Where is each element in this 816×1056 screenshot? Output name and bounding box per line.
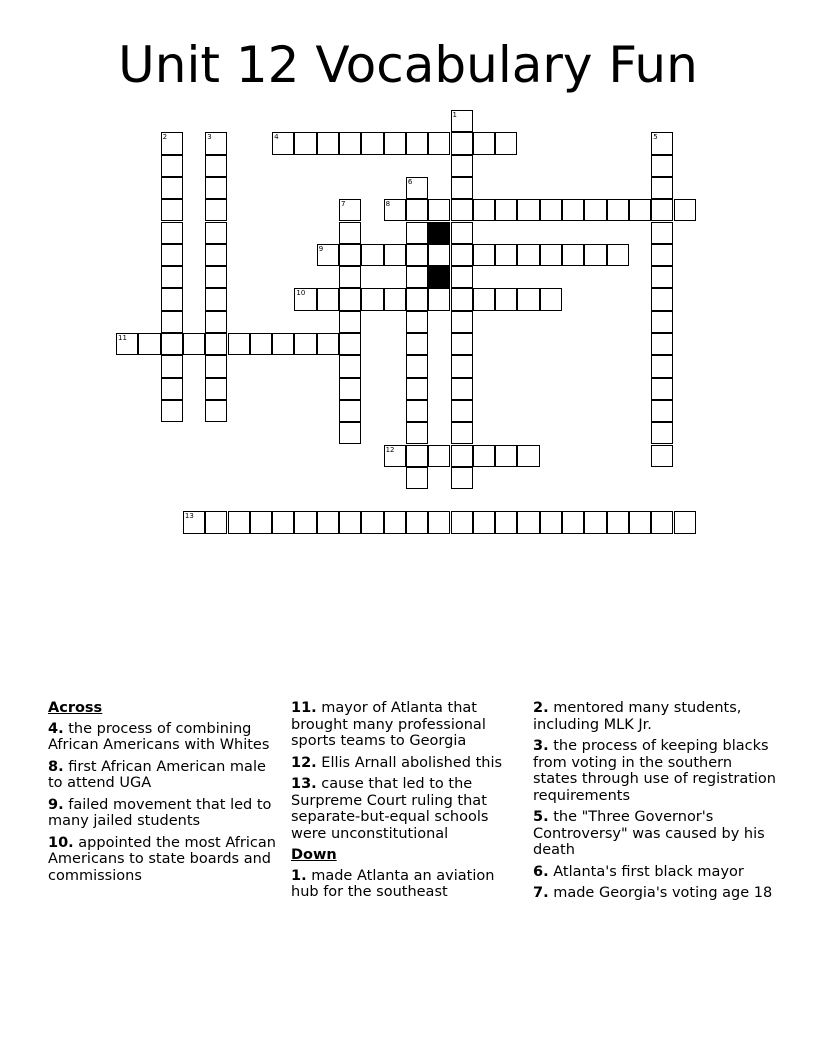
grid-cell[interactable] [451,288,473,310]
grid-cell[interactable] [406,467,428,489]
grid-cell[interactable] [339,266,361,288]
clue-number-label: 2 [162,133,168,142]
grid-cell[interactable] [161,266,183,288]
grid-cell[interactable] [272,333,294,355]
grid-cell[interactable] [406,400,428,422]
grid-cell[interactable] [651,177,673,199]
grid-cell[interactable] [161,222,183,244]
clue-text: the process of combining African Americans with Whites [48,720,270,753]
grid-cell[interactable] [584,199,606,221]
grid-cell[interactable] [161,244,183,266]
grid-cell[interactable] [584,511,606,533]
grid-cell[interactable] [629,511,651,533]
clue-down-1 [291,868,526,901]
clue-number-label: 1 [452,111,457,119]
grid-cell[interactable] [339,400,361,422]
grid-cell[interactable] [384,288,406,310]
grid-cell[interactable] [451,333,473,355]
grid-cell[interactable] [384,244,406,266]
grid-cell[interactable] [294,288,316,310]
grid-cell[interactable] [540,244,562,266]
clue-number: 8. [48,758,64,775]
grid-cell[interactable] [473,445,495,467]
grid-cell[interactable] [651,333,673,355]
clue-number: 2. [533,700,549,716]
grid-cell[interactable] [205,177,227,199]
grid-cell[interactable] [272,132,294,154]
grid-cell[interactable] [339,311,361,333]
grid-cell[interactable] [339,378,361,400]
clue-text: the "Three Governor's Controversy" was caused by his death [533,809,765,858]
clue-column-2 [291,700,526,906]
clue-text: made Atlanta an aviation hub for the southeast [291,867,495,900]
clue-number: 1. [291,867,307,884]
clue-number-label: 10 [296,289,306,298]
grid-cell[interactable] [451,511,473,533]
grid-cell[interactable] [205,311,227,333]
clue-column-3 [533,700,778,907]
grid-cell[interactable] [651,511,673,533]
clue-across-4 [48,721,283,754]
grid-cell[interactable] [384,132,406,154]
grid-cell[interactable] [517,445,539,467]
grid-cell[interactable] [428,199,450,221]
grid-cell[interactable] [339,355,361,377]
grid-cell[interactable] [317,132,339,154]
grid-cell[interactable] [428,445,450,467]
grid-cell[interactable] [161,155,183,177]
grid-cell[interactable] [517,244,539,266]
grid-cell[interactable] [205,333,227,355]
grid-cell[interactable] [495,511,517,533]
grid-cell[interactable] [428,511,450,533]
grid-cell[interactable] [317,333,339,355]
grid-cell[interactable] [651,378,673,400]
grid-cell[interactable] [406,177,428,199]
grid-cell[interactable] [161,311,183,333]
grid-cell[interactable] [406,378,428,400]
grid-cell[interactable] [451,378,473,400]
grid-cell[interactable] [205,288,227,310]
clue-down-6 [533,864,778,881]
clue-number: 12. [291,754,317,771]
grid-cell[interactable] [406,199,428,221]
grid-cell[interactable] [339,244,361,266]
clue-text: Atlanta's first black mayor [553,863,744,880]
grid-cell[interactable] [607,244,629,266]
grid-cell[interactable] [540,199,562,221]
grid-cell[interactable] [339,511,361,533]
grid-cell[interactable] [339,288,361,310]
grid-cell[interactable] [517,199,539,221]
grid-cell[interactable] [473,244,495,266]
grid-cell[interactable] [294,333,316,355]
grid-cell[interactable] [406,355,428,377]
clue-number: 11. [291,700,317,716]
grid-cell[interactable] [473,511,495,533]
across-heading: Across [48,700,103,716]
grid-cell[interactable] [228,333,250,355]
grid-cell[interactable] [361,511,383,533]
grid-cell[interactable] [562,244,584,266]
grid-cell[interactable] [317,244,339,266]
grid-cell[interactable] [674,199,696,221]
grid-cell[interactable] [651,355,673,377]
grid-cell[interactable] [205,378,227,400]
grid-cell[interactable] [451,155,473,177]
grid-cell[interactable] [451,177,473,199]
grid-cell[interactable] [517,288,539,310]
grid-cell[interactable] [517,511,539,533]
grid-cell[interactable] [317,511,339,533]
clue-number-label: 12 [385,445,395,454]
grid-cell[interactable] [651,199,673,221]
grid-cell[interactable] [651,222,673,244]
grid-cell[interactable] [651,288,673,310]
grid-cell[interactable] [339,222,361,244]
clue-down-2 [533,700,778,733]
grid-cell[interactable] [161,355,183,377]
page-title: Unit 12 Vocabulary Fun [118,36,698,94]
grid-cell[interactable] [607,511,629,533]
grid-cell[interactable] [406,422,428,444]
clue-number-label: 9 [318,244,324,253]
grid-cell[interactable] [339,132,361,154]
grid-cell[interactable] [473,199,495,221]
grid-cell[interactable] [651,400,673,422]
clue-number-label: 11 [118,334,127,342]
grid-cell[interactable] [205,199,227,221]
grid-cell[interactable] [406,333,428,355]
clue-number-label: 8 [385,200,391,209]
grid-cell[interactable] [451,400,473,422]
grid-cell[interactable] [361,132,383,154]
clue-column-1 [48,700,283,889]
grid-cell[interactable] [451,445,473,467]
clue-number: 6. [533,863,549,880]
grid-cell[interactable] [651,422,673,444]
grid-cell[interactable] [205,266,227,288]
grid-cell[interactable] [651,445,673,467]
grid-cell[interactable] [161,132,183,154]
clue-number: 10. [48,834,74,851]
clue-number-label: 7 [341,200,346,209]
grid-cell[interactable] [473,132,495,154]
grid-cell[interactable] [339,333,361,355]
clue-text: appointed the most African Americans to state boards and commissions [48,834,276,884]
clue-text: Ellis Arnall abolished this [321,754,503,771]
black-cell [428,222,450,244]
grid-cell[interactable] [384,445,406,467]
clue-across-13 [291,776,526,842]
grid-cell[interactable] [161,199,183,221]
grid-cell[interactable] [339,199,361,221]
grid-cell[interactable] [495,199,517,221]
grid-cell[interactable] [495,132,517,154]
grid-cell[interactable] [384,199,406,221]
clue-number: 7. [533,885,549,901]
clue-text: mentored many students, including MLK Jr. [533,700,742,733]
grid-cell[interactable] [406,445,428,467]
grid-cell[interactable] [361,244,383,266]
clue-number-label: 5 [653,133,658,142]
grid-cell[interactable] [473,288,495,310]
clue-number: 4. [48,720,64,737]
clue-across-8 [48,759,283,792]
grid-cell[interactable] [562,199,584,221]
grid-cell[interactable] [205,511,227,533]
grid-cell[interactable] [205,400,227,422]
clue-text: made Georgia's voting age 18 [553,885,773,901]
clue-number: 3. [533,738,549,754]
clue-across-11 [291,700,526,750]
down-heading: Down [291,847,337,863]
grid-cell[interactable] [451,222,473,244]
grid-cell[interactable] [406,266,428,288]
grid-cell[interactable] [540,288,562,310]
grid-cell[interactable] [183,333,205,355]
grid-cell[interactable] [495,445,517,467]
grid-cell[interactable] [451,110,473,132]
grid-cell[interactable] [250,333,272,355]
grid-cell[interactable] [651,132,673,154]
clue-text: mayor of Atlanta that brought many professional sports teams to Georgia [291,700,486,749]
grid-cell[interactable] [205,132,227,154]
clue-number-label: 3 [207,133,212,142]
grid-cell[interactable] [361,288,383,310]
grid-cell[interactable] [451,199,473,221]
grid-cell[interactable] [406,311,428,333]
clue-text: failed movement that led to many jailed students [48,796,272,829]
grid-cell[interactable] [651,266,673,288]
clue-number: 9. [48,796,64,813]
grid-cell[interactable] [428,288,450,310]
grid-cell[interactable] [205,222,227,244]
grid-cell[interactable] [451,244,473,266]
clue-number: 5. [533,809,549,825]
clue-down-7 [533,885,778,902]
grid-cell[interactable] [651,311,673,333]
clue-across-12 [291,755,526,772]
grid-cell[interactable] [651,155,673,177]
clue-across-9 [48,797,283,830]
clue-down-3 [533,738,778,804]
grid-cell[interactable] [406,244,428,266]
black-cell [428,266,450,288]
grid-cell[interactable] [451,467,473,489]
grid-cell[interactable] [406,288,428,310]
clue-number: 13. [291,776,317,792]
clue-text: cause that led to the Surpreme Court ruling that separate-but-equal schools were unconstitutional [291,776,489,842]
grid-cell[interactable] [451,422,473,444]
clue-text: the process of keeping blacks from voting in the southern states through use of registration requirements [533,738,776,804]
grid-cell[interactable] [161,177,183,199]
grid-cell[interactable] [629,199,651,221]
grid-cell[interactable] [272,511,294,533]
grid-cell[interactable] [406,511,428,533]
grid-cell[interactable] [138,333,160,355]
grid-cell[interactable] [205,244,227,266]
grid-cell[interactable] [495,244,517,266]
grid-cell[interactable] [294,511,316,533]
clue-text: first African American male to attend UGA [48,758,266,791]
grid-cell[interactable] [406,132,428,154]
grid-cell[interactable] [161,378,183,400]
grid-cell[interactable] [584,244,606,266]
clue-number-label: 6 [407,177,413,186]
grid-cell[interactable] [451,355,473,377]
grid-cell[interactable] [116,333,138,355]
grid-cell[interactable] [540,511,562,533]
grid-cell[interactable] [651,244,673,266]
grid-cell[interactable] [161,333,183,355]
grid-cell[interactable] [183,511,205,533]
grid-cell[interactable] [250,511,272,533]
grid-cell[interactable] [317,288,339,310]
grid-cell[interactable] [451,311,473,333]
grid-cell[interactable] [339,422,361,444]
grid-cell[interactable] [228,511,250,533]
grid-cell[interactable] [384,511,406,533]
grid-cell[interactable] [607,199,629,221]
clue-down-5 [533,809,778,859]
clue-number-label: 4 [274,133,279,142]
grid-cell[interactable] [428,132,450,154]
grid-cell[interactable] [161,400,183,422]
grid-cell[interactable] [451,132,473,154]
grid-cell[interactable] [294,132,316,154]
grid-cell[interactable] [562,511,584,533]
grid-cell[interactable] [161,288,183,310]
grid-cell[interactable] [674,511,696,533]
grid-cell[interactable] [205,355,227,377]
clue-across-10 [48,835,283,885]
clue-number-label: 13 [184,512,194,521]
grid-cell[interactable] [428,244,450,266]
grid-cell[interactable] [495,288,517,310]
grid-cell[interactable] [205,155,227,177]
grid-cell[interactable] [451,266,473,288]
grid-cell[interactable] [406,222,428,244]
